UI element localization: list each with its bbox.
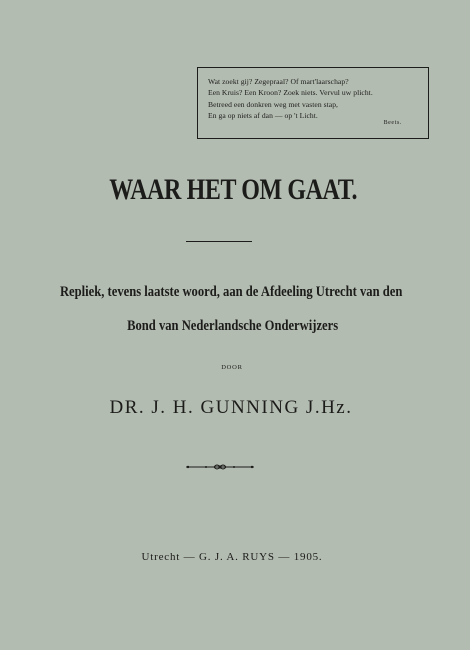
by-label: DOOR — [221, 364, 243, 371]
author-full-name: J. H. GUNNING J.Hz. — [151, 397, 353, 418]
epigraph-line: En ga op niets af dan — op 't Licht. — [208, 111, 318, 121]
title-divider — [186, 241, 252, 242]
epigraph-box — [197, 67, 429, 139]
epigraph-line: Een Kruis? Een Kroon? Zoek niets. Vervul uw plicht. — [208, 88, 373, 98]
author-name — [0, 397, 466, 419]
author-prefix: DR. — [109, 397, 146, 418]
page-title: WAAR HET OM GAAT. — [109, 173, 358, 206]
epigraph-line: Betreed een donkren weg met vasten stap, — [208, 99, 338, 109]
ornament-divider-icon — [184, 461, 256, 473]
subtitle-line-2: Bond van Nederlandsche Onderwijzers — [127, 318, 339, 334]
subtitle-line-1: Repliek, tevens laatste woord, aan de Afdeeling Utrecht van den — [59, 284, 403, 300]
epigraph-author: Beets. — [383, 120, 402, 126]
imprint: Utrecht — G. J. A. RUYS — 1905. — [141, 551, 323, 563]
epigraph-line: Wat zoekt gij? Zegepraal? Of mart'laarschap? — [208, 77, 349, 86]
